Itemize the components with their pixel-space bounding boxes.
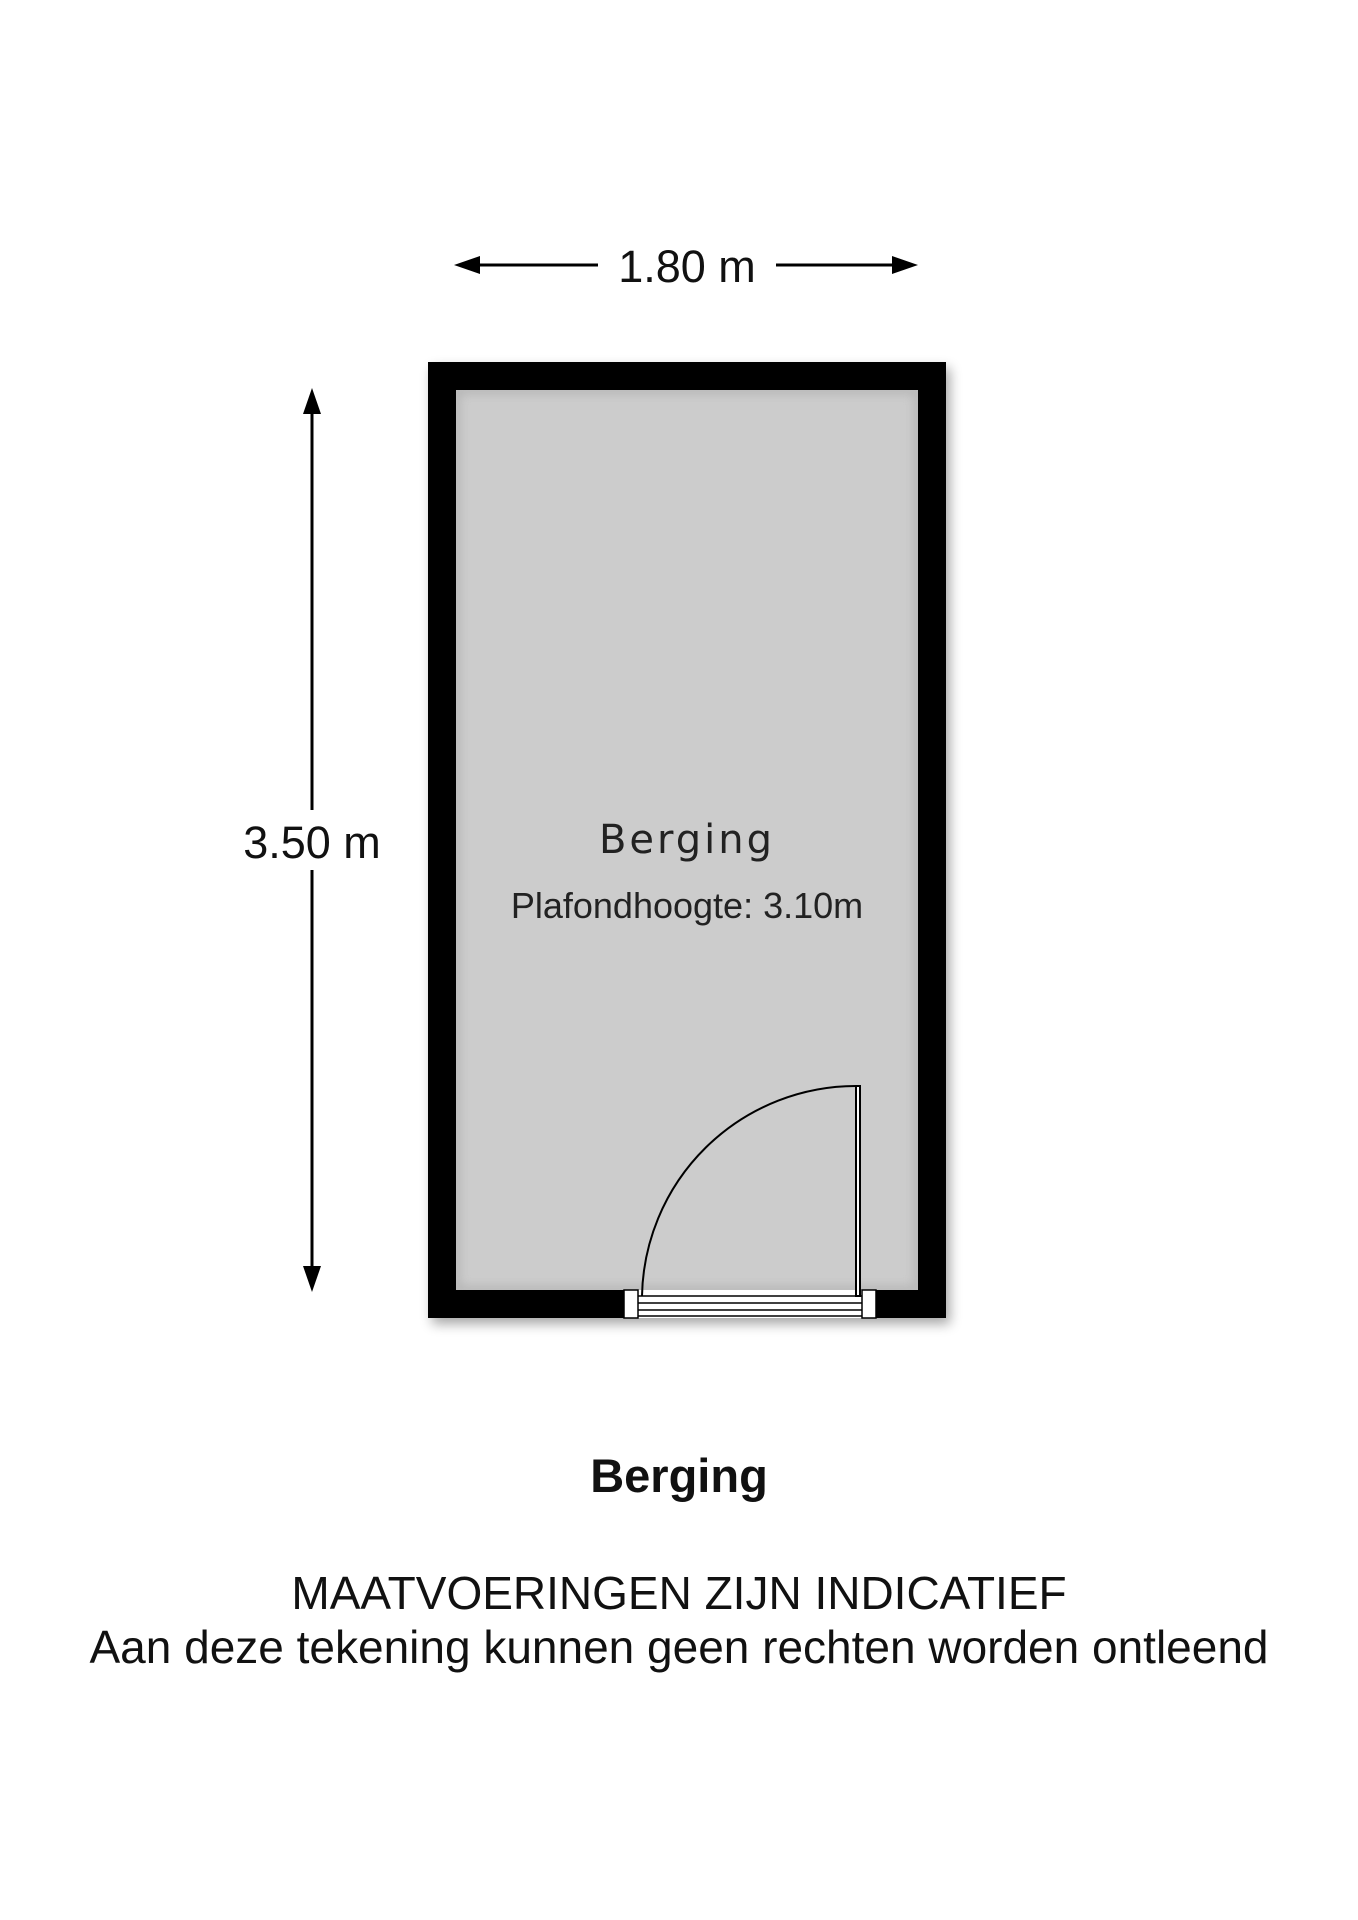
arrow-right-icon (892, 256, 918, 274)
door-opening (624, 1290, 876, 1318)
door-leaf (856, 1086, 860, 1296)
length-dimension (243, 388, 381, 1292)
width-dimension-label: 1.80 m (618, 241, 756, 292)
arrow-down-icon (303, 1266, 321, 1292)
disclaimer-text: Aan deze tekening kunnen geen rechten worden ontleend (89, 1621, 1269, 1673)
room-name-label: Berging (598, 817, 776, 863)
room-berging (428, 362, 946, 1318)
width-dimension (454, 241, 918, 292)
door-threshold (624, 1290, 876, 1318)
length-dimension-label: 3.50 m (243, 817, 381, 868)
ceiling-height-label: Plafondhoogte: 3.10m (510, 885, 864, 926)
plan-title: Berging (590, 1449, 768, 1502)
arrow-left-icon (454, 256, 480, 274)
arrow-up-icon (303, 388, 321, 414)
disclaimer-heading: MAATVOERINGEN ZIJN INDICATIEF (291, 1567, 1067, 1619)
door-jamb-right (862, 1290, 876, 1318)
door-jamb-left (624, 1290, 638, 1318)
